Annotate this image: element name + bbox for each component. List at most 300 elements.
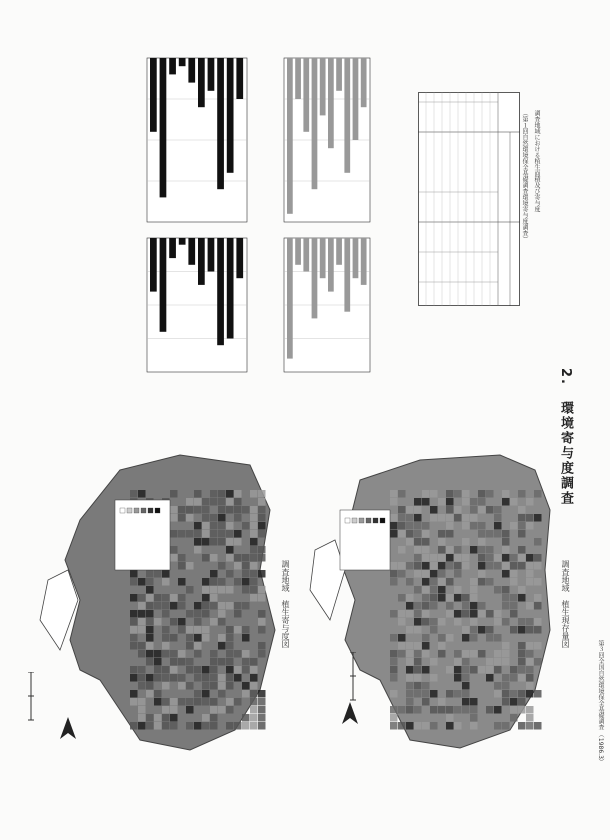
map-grid-cell	[258, 490, 266, 498]
chart-bar	[169, 238, 176, 258]
map-grid-cell	[210, 602, 218, 610]
map-grid-cell	[406, 506, 414, 514]
chart-bar	[217, 238, 224, 345]
map-grid-cell	[202, 498, 210, 506]
map-grid-cell	[210, 618, 218, 626]
map-grid-cell	[218, 538, 226, 546]
map-grid-cell	[438, 554, 446, 562]
map-grid-cell	[534, 642, 542, 650]
map-grid-cell	[250, 538, 258, 546]
map-grid-cell	[390, 714, 398, 722]
map-grid-cell	[502, 530, 510, 538]
map-grid-cell	[234, 610, 242, 618]
map-grid-cell	[178, 594, 186, 602]
map-grid-cell	[146, 658, 154, 666]
map-grid-cell	[502, 546, 510, 554]
map-grid-cell	[534, 562, 542, 570]
map-grid-cell	[486, 490, 494, 498]
map-grid-cell	[242, 578, 250, 586]
map-grid-cell	[422, 546, 430, 554]
map-grid-cell	[486, 674, 494, 682]
map-grid-cell	[414, 498, 422, 506]
map-grid-cell	[478, 562, 486, 570]
map-grid-cell	[494, 514, 502, 522]
map-grid-cell	[218, 530, 226, 538]
chart-bar	[217, 58, 224, 189]
map-grid-cell	[470, 698, 478, 706]
map-grid-cell	[502, 690, 510, 698]
map-grid-cell	[526, 690, 534, 698]
map-grid-cell	[414, 626, 422, 634]
map-grid-cell	[234, 650, 242, 658]
map-grid-cell	[390, 658, 398, 666]
map-grid-cell	[494, 650, 502, 658]
section-heading: 2. 環境寄与度調査	[558, 368, 573, 506]
map-grid-cell	[146, 690, 154, 698]
map-grid-cell	[414, 586, 422, 594]
map-grid-cell	[202, 666, 210, 674]
map-grid-cell	[494, 722, 502, 730]
map-grid-cell	[154, 570, 162, 578]
map-grid-cell	[226, 530, 234, 538]
map-grid-cell	[250, 666, 258, 674]
map-grid-cell	[210, 586, 218, 594]
map-grid-cell	[390, 490, 398, 498]
map-grid-cell	[202, 506, 210, 514]
map-grid-cell	[170, 618, 178, 626]
map-grid-cell	[526, 514, 534, 522]
map-grid-cell	[502, 658, 510, 666]
map-grid-cell	[210, 722, 218, 730]
map-grid-cell	[462, 634, 470, 642]
map-grid-cell	[186, 682, 194, 690]
map-grid-cell	[398, 522, 406, 530]
map-title-lower: 調査地域 植生寄与度図	[281, 560, 290, 648]
map-grid-cell	[146, 594, 154, 602]
map-grid-cell	[210, 706, 218, 714]
map-grid-cell	[502, 682, 510, 690]
chart-bar	[208, 238, 215, 272]
map-grid-cell	[518, 586, 526, 594]
map-grid-cell	[390, 530, 398, 538]
map-grid-cell	[162, 570, 170, 578]
map-grid-cell	[446, 602, 454, 610]
map-grid-cell	[406, 666, 414, 674]
map-grid-cell	[210, 490, 218, 498]
map-grid-cell	[226, 498, 234, 506]
map-grid-cell	[258, 554, 266, 562]
map-grid-cell	[146, 634, 154, 642]
map-grid-cell	[138, 642, 146, 650]
map-grid-cell	[194, 602, 202, 610]
map-lower	[20, 430, 280, 760]
map-grid-cell	[446, 706, 454, 714]
map-grid-cell	[438, 562, 446, 570]
map-grid-cell	[534, 658, 542, 666]
map-grid-cell	[258, 514, 266, 522]
map-grid-cell	[226, 698, 234, 706]
map-grid-cell	[234, 554, 242, 562]
map-grid-cell	[470, 610, 478, 618]
map-grid-cell	[494, 658, 502, 666]
map-grid-cell	[202, 538, 210, 546]
map-grid-cell	[178, 650, 186, 658]
map-grid-cell	[406, 602, 414, 610]
map-grid-cell	[398, 570, 406, 578]
map-grid-cell	[406, 578, 414, 586]
map-grid-cell	[178, 578, 186, 586]
map-grid-cell	[406, 674, 414, 682]
map-grid-cell	[250, 722, 258, 730]
map-grid-cell	[414, 690, 422, 698]
map-grid-cell	[390, 562, 398, 570]
map-grid-cell	[526, 674, 534, 682]
map-grid-cell	[138, 674, 146, 682]
map-grid-cell	[518, 722, 526, 730]
map-grid-cell	[446, 610, 454, 618]
map-grid-cell	[202, 690, 210, 698]
map-grid-cell	[146, 650, 154, 658]
map-grid-cell	[170, 490, 178, 498]
map-grid-cell	[414, 610, 422, 618]
map-grid-cell	[526, 658, 534, 666]
map-grid-cell	[422, 522, 430, 530]
map-grid-cell	[446, 690, 454, 698]
map-grid-cell	[494, 506, 502, 514]
map-grid-cell	[186, 514, 194, 522]
map-grid-cell	[162, 650, 170, 658]
map-grid-cell	[422, 554, 430, 562]
map-grid-cell	[218, 682, 226, 690]
map-grid-cell	[414, 682, 422, 690]
map-grid-cell	[414, 538, 422, 546]
chart-bar	[336, 58, 342, 91]
map-grid-cell	[194, 546, 202, 554]
map-grid-cell	[242, 682, 250, 690]
map-grid-cell	[250, 522, 258, 530]
map-grid-cell	[242, 666, 250, 674]
map-grid-cell	[494, 634, 502, 642]
chart-bar	[188, 58, 195, 83]
legend-swatch	[134, 508, 139, 513]
map-grid-cell	[470, 514, 478, 522]
map-grid-cell	[526, 522, 534, 530]
map-grid-cell	[446, 578, 454, 586]
map-grid-cell	[202, 626, 210, 634]
map-grid-cell	[154, 714, 162, 722]
map-grid-cell	[398, 514, 406, 522]
map-grid-cell	[178, 506, 186, 514]
map-grid-cell	[170, 506, 178, 514]
map-grid-cell	[446, 546, 454, 554]
map-grid-cell	[390, 666, 398, 674]
map-upper	[300, 430, 560, 760]
map-grid-cell	[178, 562, 186, 570]
map-grid-cell	[454, 506, 462, 514]
map-grid-cell	[438, 650, 446, 658]
map-grid-cell	[478, 522, 486, 530]
map-grid-cell	[446, 506, 454, 514]
map-grid-cell	[414, 522, 422, 530]
map-grid-cell	[398, 562, 406, 570]
map-grid-cell	[462, 626, 470, 634]
map-grid-cell	[250, 514, 258, 522]
map-grid-cell	[518, 626, 526, 634]
legend-swatch	[120, 508, 125, 513]
map-grid-cell	[526, 554, 534, 562]
map-grid-cell	[390, 570, 398, 578]
map-grid-cell	[210, 714, 218, 722]
map-grid-cell	[194, 610, 202, 618]
map-grid-cell	[178, 554, 186, 562]
map-grid-cell	[422, 490, 430, 498]
map-grid-cell	[154, 594, 162, 602]
map-grid-cell	[446, 522, 454, 530]
map-grid-cell	[406, 722, 414, 730]
map-grid-cell	[446, 554, 454, 562]
map-grid-cell	[518, 530, 526, 538]
map-grid-cell	[226, 586, 234, 594]
map-grid-cell	[502, 570, 510, 578]
map-grid-cell	[526, 578, 534, 586]
map-grid-cell	[202, 698, 210, 706]
map-grid-cell	[494, 554, 502, 562]
map-grid-cell	[258, 546, 266, 554]
map-grid-cell	[430, 586, 438, 594]
map-grid-cell	[202, 594, 210, 602]
map-grid-cell	[218, 490, 226, 498]
map-grid-cell	[478, 626, 486, 634]
map-grid-cell	[258, 690, 266, 698]
map-grid-cell	[406, 522, 414, 530]
map-grid-cell	[250, 506, 258, 514]
map-grid-cell	[502, 618, 510, 626]
map-grid-cell	[510, 498, 518, 506]
map-grid-cell	[526, 618, 534, 626]
map-grid-cell	[422, 610, 430, 618]
chart-bar	[179, 58, 186, 66]
map-grid-cell	[494, 682, 502, 690]
map-grid-cell	[470, 666, 478, 674]
map-grid-cell	[154, 602, 162, 610]
map-grid-cell	[170, 546, 178, 554]
scale-bar	[350, 652, 356, 702]
map-grid-cell	[526, 498, 534, 506]
map-grid-cell	[414, 666, 422, 674]
map-grid-cell	[130, 594, 138, 602]
legend-swatch	[345, 518, 350, 523]
map-grid-cell	[130, 626, 138, 634]
map-grid-cell	[234, 498, 242, 506]
map-grid-cell	[510, 594, 518, 602]
map-grid-cell	[194, 490, 202, 498]
map-grid-cell	[462, 650, 470, 658]
map-grid-cell	[390, 674, 398, 682]
map-grid-cell	[526, 626, 534, 634]
map-grid-cell	[462, 698, 470, 706]
map-grid-cell	[502, 650, 510, 658]
chart-bar	[169, 58, 176, 74]
map-grid-cell	[478, 546, 486, 554]
map-grid-cell	[398, 546, 406, 554]
map-grid-cell	[526, 562, 534, 570]
map-grid-cell	[510, 602, 518, 610]
map-grid-cell	[430, 626, 438, 634]
map-grid-cell	[414, 618, 422, 626]
map-grid-cell	[218, 610, 226, 618]
map-grid-cell	[406, 530, 414, 538]
chart-bar	[336, 238, 342, 265]
map-grid-cell	[518, 642, 526, 650]
map-grid-cell	[258, 530, 266, 538]
map-grid-cell	[454, 554, 462, 562]
map-grid-cell	[398, 594, 406, 602]
map-grid-cell	[226, 642, 234, 650]
map-grid-cell	[242, 506, 250, 514]
chart-bar	[320, 58, 326, 115]
map-grid-cell	[146, 674, 154, 682]
map-grid-cell	[510, 706, 518, 714]
legend-swatch	[127, 508, 132, 513]
map-grid-cell	[430, 690, 438, 698]
chart-bar	[236, 238, 243, 278]
map-grid-cell	[138, 650, 146, 658]
map-grid-cell	[406, 562, 414, 570]
map-grid-cell	[462, 666, 470, 674]
map-grid-cell	[154, 698, 162, 706]
map-grid-cell	[446, 498, 454, 506]
map-grid-cell	[486, 658, 494, 666]
map-grid-cell	[138, 618, 146, 626]
map-grid-cell	[154, 666, 162, 674]
map-grid-cell	[210, 570, 218, 578]
map-grid-cell	[218, 658, 226, 666]
map-grid-cell	[390, 634, 398, 642]
map-grid-cell	[414, 570, 422, 578]
map-grid-cell	[518, 506, 526, 514]
map-grid-cell	[162, 698, 170, 706]
table-subtitle: （第１回自然環境保全基礎調査環境寄与度調査）	[521, 110, 528, 242]
map-grid-cell	[250, 690, 258, 698]
map-grid-cell	[430, 562, 438, 570]
map-grid-cell	[398, 650, 406, 658]
map-grid-cell	[534, 578, 542, 586]
map-grid-cell	[454, 666, 462, 674]
map-grid-cell	[454, 690, 462, 698]
map-grid-cell	[138, 698, 146, 706]
map-grid-cell	[226, 538, 234, 546]
map-grid-cell	[534, 594, 542, 602]
map-grid-cell	[242, 586, 250, 594]
map-grid-cell	[194, 666, 202, 674]
map-grid-cell	[194, 642, 202, 650]
map-grid-cell	[234, 514, 242, 522]
map-grid-cell	[242, 602, 250, 610]
map-grid-cell	[234, 666, 242, 674]
map-grid-cell	[438, 698, 446, 706]
map-grid-cell	[422, 682, 430, 690]
map-grid-cell	[438, 570, 446, 578]
map-grid-cell	[518, 514, 526, 522]
map-grid-cell	[510, 674, 518, 682]
map-grid-cell	[534, 602, 542, 610]
chart-bar	[198, 58, 205, 107]
map-grid-cell	[462, 538, 470, 546]
map-grid-cell	[438, 618, 446, 626]
map-grid-cell	[210, 522, 218, 530]
map-grid-cell	[406, 538, 414, 546]
map-grid-cell	[258, 626, 266, 634]
map-grid-cell	[478, 666, 486, 674]
map-grid-cell	[462, 498, 470, 506]
map-grid-cell	[202, 682, 210, 690]
chart-bar	[320, 238, 326, 278]
map-grid-cell	[194, 522, 202, 530]
map-grid-cell	[414, 602, 422, 610]
legend-swatch	[359, 518, 364, 523]
data-table	[418, 92, 520, 306]
map-grid-cell	[430, 594, 438, 602]
map-grid-cell	[210, 514, 218, 522]
map-grid-cell	[234, 698, 242, 706]
map-grid-cell	[430, 722, 438, 730]
map-grid-cell	[242, 562, 250, 570]
map-grid-cell	[462, 514, 470, 522]
map-grid-cell	[502, 498, 510, 506]
map-grid-cell	[398, 530, 406, 538]
map-grid-cell	[226, 626, 234, 634]
map-grid-cell	[258, 594, 266, 602]
map-grid-cell	[226, 650, 234, 658]
map-grid-cell	[178, 658, 186, 666]
map-grid-cell	[414, 674, 422, 682]
map-grid-cell	[494, 586, 502, 594]
map-grid-cell	[210, 666, 218, 674]
map-grid-cell	[398, 610, 406, 618]
map-grid-cell	[398, 706, 406, 714]
map-grid-cell	[502, 722, 510, 730]
map-grid-cell	[130, 610, 138, 618]
map-grid-cell	[486, 666, 494, 674]
map-grid-cell	[430, 490, 438, 498]
map-grid-cell	[470, 714, 478, 722]
map-grid-cell	[398, 634, 406, 642]
map-grid-cell	[486, 578, 494, 586]
map-grid-cell	[178, 682, 186, 690]
table-title: 調査地域における植生面積及び寄与度	[533, 110, 540, 212]
map-grid-cell	[526, 570, 534, 578]
legend-swatch	[141, 508, 146, 513]
chart-bar	[188, 238, 195, 265]
map-grid-cell	[518, 554, 526, 562]
map-grid-cell	[422, 650, 430, 658]
map-grid-cell	[186, 722, 194, 730]
map-grid-cell	[210, 498, 218, 506]
map-grid-cell	[138, 714, 146, 722]
map-grid-cell	[462, 490, 470, 498]
map-grid-cell	[422, 562, 430, 570]
map-grid-cell	[494, 618, 502, 626]
map-grid-cell	[502, 554, 510, 562]
map-grid-cell	[486, 506, 494, 514]
map-grid-cell	[462, 706, 470, 714]
map-grid-cell	[250, 586, 258, 594]
map-grid-cell	[462, 690, 470, 698]
map-grid-cell	[178, 618, 186, 626]
map-grid-cell	[430, 578, 438, 586]
map-grid-cell	[194, 626, 202, 634]
map-grid-cell	[170, 722, 178, 730]
